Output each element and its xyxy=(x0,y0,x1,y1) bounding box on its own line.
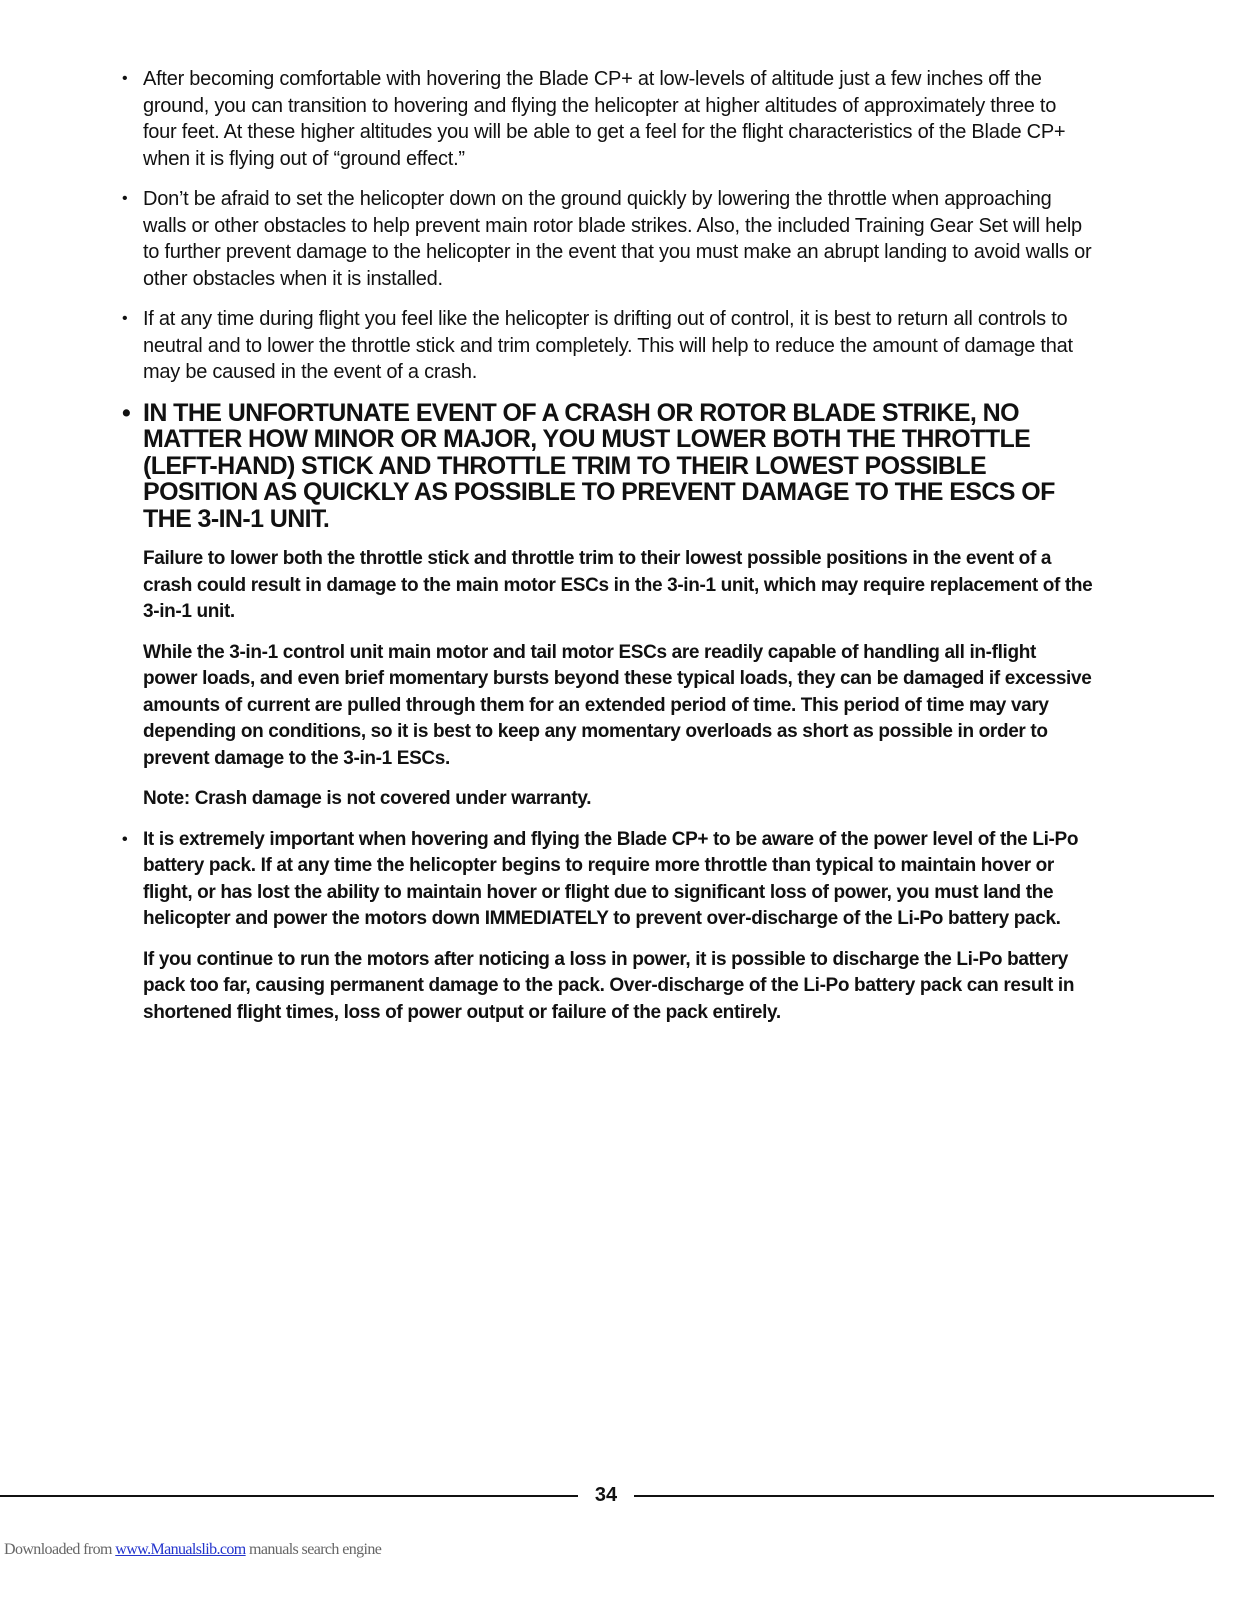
footer-divider-right xyxy=(634,1495,1214,1497)
list-item xyxy=(122,66,1094,172)
hover-altitude-tip: After becoming comfortable with hovering the Blade CP+ at low-levels of altitude just a few inches off the ground, you can transition to hovering and flying the helicopter at higher altitudes of approximately three to four feet. At these higher altitudes you will be able to get a feel for the flight characteristics of the Blade CP+ when it is flying out of “ground effect.” xyxy=(143,68,1066,170)
download-prefix: Downloaded from xyxy=(4,1541,116,1558)
bullet-marker: • xyxy=(122,310,128,327)
bullet-marker: • xyxy=(122,70,128,87)
obstacle-landing-tip: Don’t be afraid to set the helicopter down on the ground quickly by lowering the throttle when approaching walls or other obstacles to help prevent main rotor blade strikes. Also, the included Training Gear Set will help to further prevent damage to the helicopter in the event that you must make an abrupt landing to avoid walls or other obstacles when it is installed. xyxy=(143,188,1092,290)
page-number: 34 xyxy=(594,1484,618,1506)
crash-warning-item xyxy=(122,400,1094,533)
crash-warning-heading: IN THE UNFORTUNATE EVENT OF A CRASH OR ROTOR BLADE STRIKE, NO MATTER HOW MINOR OR MAJOR, YOU MUST LOWER BOTH THE THROTTLE (LEFT-HAND) STICK AND THROTTLE TRIM TO THEIR LOWEST POSSIBLE POSITION AS QUICKLY AS POSSIBLE TO PREVENT DAMAGE TO THE ESCS OF THE 3-IN-1 UNIT. xyxy=(143,398,1055,533)
crash-failure-paragraph: Failure to lower both the throttle stick and throttle trim to their lowest possible positions in the event of a crash could result in damage to the main motor ESCs in the 3-in-1 unit, which may require replacement of the 3-in-1 unit. xyxy=(143,548,1093,622)
battery-warning-text: It is extremely important when hovering and flying the Blade CP+ to be aware of the power level of the Li-Po battery pack. If at any time the helicopter begins to require more throttle than typical to maintain hover or flight, or has lost the ability to maintain hover or flight due to significant loss of power, you must land the helicopter and power the motors down IMMEDIATELY to prevent over-discharge of the Li-Po battery pack. xyxy=(143,828,1079,929)
bullet-marker: • xyxy=(122,830,128,848)
manualslib-link[interactable]: www.Manualslib.com xyxy=(115,1541,246,1558)
footer-divider-left xyxy=(0,1495,578,1497)
page-content xyxy=(122,66,1094,1040)
download-suffix: manuals search engine xyxy=(245,1541,382,1558)
warranty-note: Note: Crash damage is not covered under warranty. xyxy=(143,788,592,809)
loss-of-control-tip: If at any time during flight you feel like the helicopter is drifting out of control, it is best to return all controls to neutral and to lower the throttle stick and trim completely. This will help to reduce the amount of damage that may be caused in the event of a crash. xyxy=(143,308,1073,383)
bullet-marker: • xyxy=(122,190,128,207)
battery-warning-item xyxy=(122,827,1094,933)
over-discharge-paragraph: If you continue to run the motors after noticing a loss in power, it is possible to discharge the Li-Po battery pack too far, causing permanent damage to the pack. Over-discharge of the Li-Po battery pack can result in shortened flight times, loss of power output or failure of the pack entirely. xyxy=(143,948,1075,1023)
bullet-marker: • xyxy=(122,398,131,427)
esc-load-paragraph: While the 3-in-1 control unit main motor and tail motor ESCs are readily capable of handling all in-flight power loads, and even brief momentary bursts beyond these typical loads, they can be damaged if excessive amounts of current are pulled through them for an extended period of time. This period of time may vary depending on conditions, so it is best to keep any momentary overloads as short as possible in order to prevent damage to the 3-in-1 ESCs. xyxy=(143,641,1092,769)
download-attribution xyxy=(4,1541,381,1559)
list-item xyxy=(122,306,1094,386)
list-item xyxy=(122,186,1094,292)
